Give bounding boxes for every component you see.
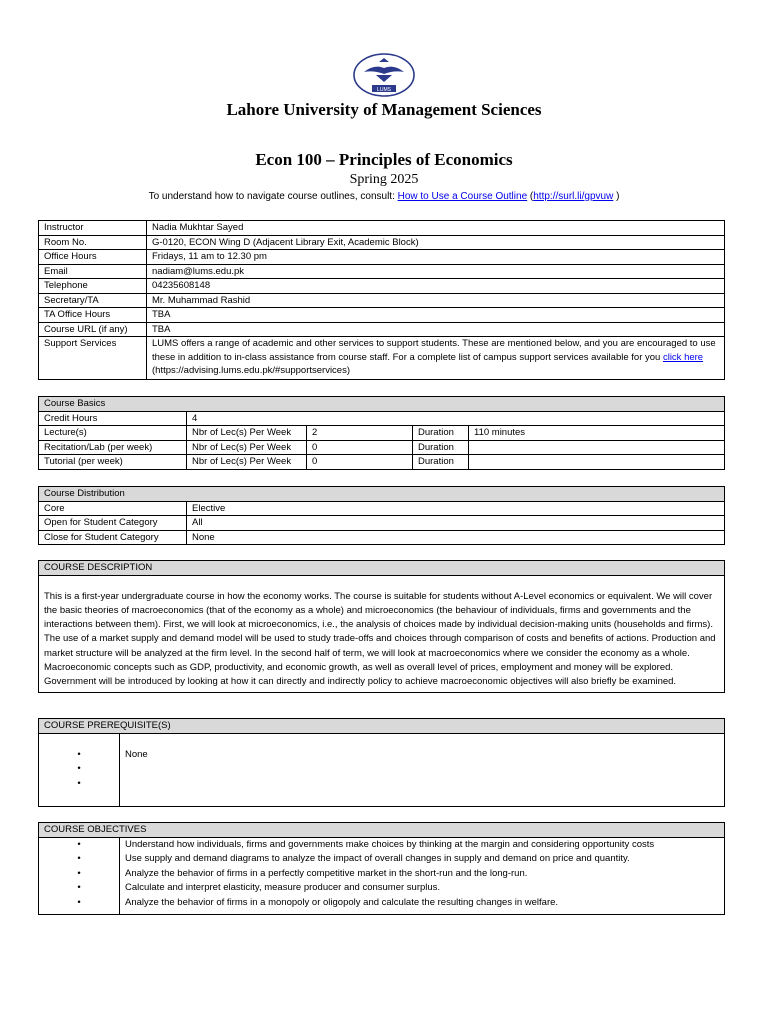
table-row: [39, 530, 725, 545]
info-value: Nadia Mukhtar Sayed: [147, 221, 725, 236]
table-row: [39, 279, 725, 294]
table-row: [39, 426, 725, 441]
course-description-text: This is a first-year undergraduate course in how the economy works. The course is suitable for students without A-Level economics or equivalent. We will cover the basic theories of macroeconomics (that of the economy as a whole) and microeconomics (the behaviour of individuals, firms and governments and the interactions between them). First, we will look at microeconomics, i.e., the analysis of choices made by individual decision-making units (households and firms). The use of a market supply and demand model will be used to study trade-offs and choices through comparison of costs and benefits of actions. Production and market structure will be analyzed at the firm level. In the second half of term, we will look at macroeconomics where we consider the economy as a whole. Macroeconomic concepts such as GDP, productivity, and economic growth, as well as overall level of prices, employment and money will be explored. Government will be introduced by looking at how it can directly and indirectly policy to achieve macroeconomic objectives will also briefly be examined.: [39, 575, 725, 692]
objective-item: Understand how individuals, firms and governments make choices by thinking at the margin and considering opportunity costs: [125, 838, 655, 850]
info-value: 04235608148: [147, 279, 725, 294]
table-header: [39, 487, 725, 502]
info-label: TA Office Hours: [39, 308, 147, 323]
distribution-value: Elective: [187, 501, 725, 516]
section-header: COURSE PREREQUISITE(S): [39, 719, 725, 734]
table-row: [39, 516, 725, 531]
table-row: [39, 455, 725, 470]
course-outline-guide-link[interactable]: How to Use a Course Outline: [397, 191, 528, 202]
consult-open-paren: (: [527, 191, 534, 202]
duration-value: [469, 440, 725, 455]
objective-item: Use supply and demand diagrams to analyze the impact of overall changes in supply and demand on price and quantity.: [125, 853, 630, 864]
distribution-value: None: [187, 530, 725, 545]
distribution-label: Open for Student Category: [39, 516, 187, 531]
table-row: [39, 575, 725, 692]
objectives-list: [120, 837, 725, 915]
basics-label: Lecture(s): [39, 426, 187, 441]
info-value: TBA: [147, 322, 725, 337]
basics-label: Tutorial (per week): [39, 455, 187, 470]
consult-line: [0, 191, 768, 202]
distribution-label: Close for Student Category: [39, 530, 187, 545]
prerequisite-value: None: [120, 733, 725, 806]
course-title: Econ 100 – Principles of Economics: [255, 150, 513, 169]
section-header: COURSE OBJECTIVES: [39, 823, 725, 838]
info-label: Telephone: [39, 279, 147, 294]
nbr-label: Nbr of Lec(s) Per Week: [187, 426, 307, 441]
section-header: Course Basics: [39, 397, 725, 412]
table-row: [39, 440, 725, 455]
table-header: [39, 719, 725, 734]
bullet: •: [77, 777, 81, 789]
table-row: [39, 411, 725, 426]
bullet-column: [39, 837, 120, 915]
objective-item: Analyze the behavior of firms in a perfectly competitive market in the short-run and the long-run.: [125, 867, 528, 879]
bullet: •: [77, 763, 81, 774]
info-value: Mr. Muhammad Rashid: [147, 293, 725, 308]
support-click-here-link[interactable]: click here: [662, 351, 704, 363]
duration-label: Duration: [413, 440, 469, 455]
info-value: Fridays, 11 am to 12.30 pm: [147, 250, 725, 265]
table-row: [39, 501, 725, 516]
info-label: Secretary/TA: [39, 293, 147, 308]
distribution-value: All: [187, 516, 725, 531]
info-label: Course URL (if any): [39, 322, 147, 337]
duration-value: [469, 455, 725, 470]
university-name: Lahore University of Management Sciences: [226, 100, 542, 119]
support-url-text: (https://advising.lums.edu.pk/#supportservices): [152, 365, 351, 376]
basics-label: Recitation/Lab (per week): [39, 440, 187, 455]
table-row: [39, 337, 725, 380]
basics-label: Credit Hours: [39, 411, 187, 426]
nbr-value: 0: [307, 455, 413, 470]
table-row: [39, 264, 725, 279]
course-description-table: [38, 560, 725, 693]
table-header: [39, 397, 725, 412]
instructor-info-table: [38, 220, 725, 380]
duration-label: Duration: [413, 455, 469, 470]
nbr-label: Nbr of Lec(s) Per Week: [187, 455, 307, 470]
objective-item: Calculate and interpret elasticity, measure producer and consumer surplus.: [125, 882, 441, 893]
objective-item: Analyze the behavior of firms in a monopoly or oligopoly and calculate the resulting changes in welfare.: [125, 896, 559, 908]
info-label: Office Hours: [39, 250, 147, 265]
bullet-column: [39, 733, 120, 806]
bullet: •: [77, 882, 81, 893]
table-header: [39, 561, 725, 576]
support-services-text: [147, 337, 725, 380]
course-prerequisites-table: [38, 718, 725, 807]
nbr-label: Nbr of Lec(s) Per Week: [187, 440, 307, 455]
section-header: COURSE DESCRIPTION: [39, 561, 725, 576]
distribution-label: Core: [39, 501, 187, 516]
email-value: nadiam@lums.edu.pk: [147, 264, 725, 279]
section-header: Course Distribution: [39, 487, 725, 502]
consult-prefix: To understand how to navigate course outlines, consult:: [148, 191, 398, 202]
info-label: Support Services: [39, 337, 147, 380]
term: Spring 2025: [349, 172, 419, 187]
table-header: [39, 823, 725, 838]
info-value: TBA: [147, 308, 725, 323]
lums-logo: [352, 52, 416, 98]
table-row: [39, 837, 725, 915]
info-label: Email: [39, 264, 147, 279]
table-row: [39, 250, 725, 265]
bullet: •: [77, 748, 81, 760]
info-value: G-0120, ECON Wing D (Adjacent Library Exit, Academic Block): [147, 235, 725, 250]
course-basics-table: [38, 396, 725, 470]
nbr-value: 0: [307, 440, 413, 455]
table-row: [39, 308, 725, 323]
logo-text: LUMS: [377, 87, 391, 93]
short-url-link[interactable]: http://surl.li/gpvuw: [533, 191, 614, 202]
info-label: Instructor: [39, 221, 147, 236]
table-row: [39, 293, 725, 308]
table-row: [39, 221, 725, 236]
duration-value: 110 minutes: [469, 426, 725, 441]
course-objectives-table: [38, 822, 725, 915]
bullet: •: [77, 853, 81, 864]
table-row: [39, 733, 725, 806]
course-distribution-table: [38, 486, 725, 545]
duration-label: Duration: [413, 426, 469, 441]
table-row: [39, 322, 725, 337]
bullet: •: [77, 867, 81, 879]
consult-close-paren: ): [613, 191, 620, 202]
table-row: [39, 235, 725, 250]
bullet: •: [77, 896, 81, 908]
info-label: Room No.: [39, 235, 147, 250]
bullet: •: [77, 838, 81, 850]
support-text: LUMS offers a range of academic and other services to support students. These are mentioned below, and you are encouraged to use these in addition to in-class assistance from course staff. For a complete list of campus support services available for you: [152, 338, 716, 363]
credit-hours-value: 4: [187, 411, 725, 426]
nbr-value: 2: [307, 426, 413, 441]
